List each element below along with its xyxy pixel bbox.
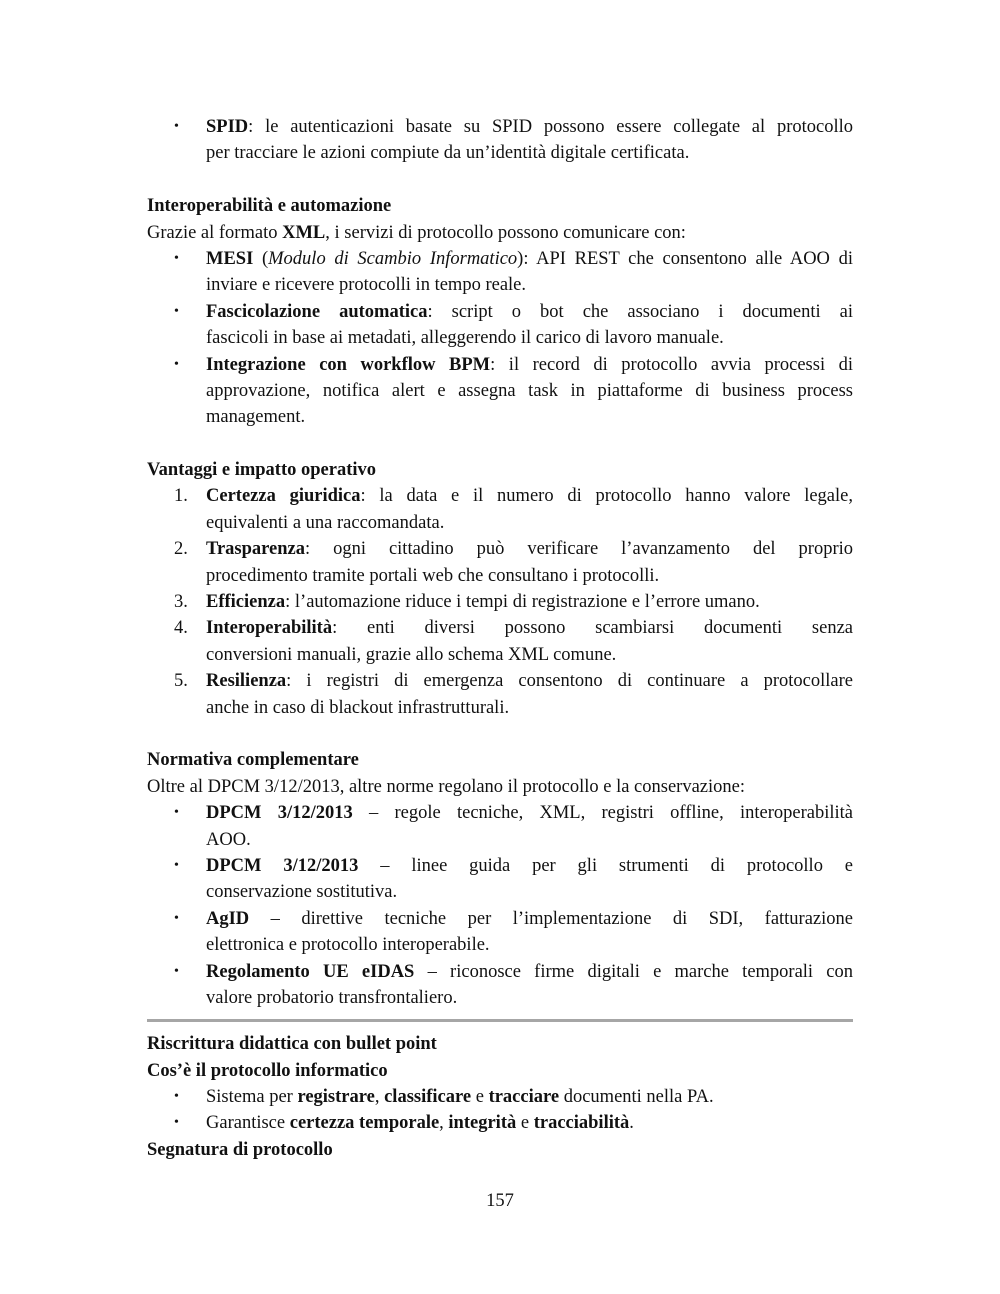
page-number: 157 <box>486 1191 514 1211</box>
item-continuation: approvazione, notifica alert e assegna task in piattaforme di business process <box>206 380 853 401</box>
bullet-icon: • <box>174 250 179 266</box>
section-heading-interoperabilita: Interoperabilità e automazione <box>147 196 392 217</box>
list-item-sistema: • Sistema per registrare, classificare e tracciare documenti nella PA. <box>147 1084 853 1110</box>
horizontal-divider <box>147 1019 853 1022</box>
item-term: DPCM 3/12/2013 <box>206 803 353 824</box>
item-continuation: procedimento tramite portali web che consultano i protocolli. <box>206 565 660 586</box>
bullet-icon: • <box>174 963 179 979</box>
item-number: 5. <box>174 671 188 692</box>
item-continuation: management. <box>206 407 306 428</box>
list-item-garantisce: • Garantisce certezza temporale, integrità e tracciabilità. <box>147 1110 853 1136</box>
section-heading-riscrittura: Riscrittura didattica con bullet point <box>147 1034 437 1055</box>
term-spid: SPID <box>206 117 249 137</box>
list-item-mesi: • MESI (Modulo di Scambio Informatico): API REST che consentono alle AOO di <box>147 246 853 272</box>
list-item-normativa: • AgID – direttive tecniche per l’implementazione di SDI, fatturazione <box>147 906 853 932</box>
term-fascicolazione: Fascicolazione automatica <box>206 301 428 322</box>
list-item-normativa: • DPCM 3/12/2013 – linee guida per gli strumenti di protocollo e <box>147 853 853 879</box>
item-text: : le autenticazioni basate su SPID possono essere collegate al protocollo <box>248 117 853 137</box>
item-continuation: fascicoli in base ai metadati, alleggerendo il carico di lavoro manuale. <box>206 328 724 349</box>
list-item-normativa: • Regolamento UE eIDAS – riconosce firme digitali e marche temporali con <box>147 959 853 985</box>
item-term: Trasparenza <box>206 539 306 560</box>
item-term: AgID <box>206 908 250 929</box>
subheading-protocollo: Cos’è il protocollo informatico <box>147 1060 388 1081</box>
section-intro: Oltre al DPCM 3/12/2013, altre norme regolano il protocollo e la conservazione: <box>147 776 746 797</box>
item-term: Regolamento UE eIDAS <box>206 961 415 982</box>
page-body <box>147 114 853 1163</box>
bullet-icon: • <box>174 119 179 134</box>
bullet-icon: • <box>174 1115 179 1131</box>
list-item-normativa: • DPCM 3/12/2013 – regole tecniche, XML, registri offline, interoperabilità <box>147 800 853 826</box>
item-term: Interoperabilità <box>206 618 333 639</box>
item-term: Certezza giuridica <box>206 486 361 507</box>
bullet-icon: • <box>174 1089 179 1105</box>
item-number: 4. <box>174 618 188 639</box>
term-mesi: MESI <box>206 248 254 269</box>
item-term: DPCM 3/12/2013 <box>206 855 359 876</box>
item-text: per tracciare le azioni compiute da un’identità digitale certificata. <box>206 143 690 164</box>
numbered-item-1: 1. Certezza giuridica: la data e il numero di protocollo hanno valore legale, <box>147 483 853 509</box>
item-continuation: inviare e ricevere protocolli in tempo reale. <box>206 275 527 296</box>
item-term: Resilienza <box>206 671 287 692</box>
list-item-fascicolazione: • Fascicolazione automatica: script o bot che associano i documenti ai <box>147 299 853 325</box>
term-italic: Modulo di Scambio Informatico <box>268 248 518 269</box>
item-term: Efficienza <box>206 592 286 613</box>
item-number: 2. <box>174 539 188 560</box>
bullet-icon: • <box>174 857 179 873</box>
item-number: 1. <box>174 486 188 507</box>
item-continuation: conversioni manuali, grazie allo schema XML comune. <box>206 644 617 665</box>
item-number: 3. <box>174 592 188 613</box>
section-heading-vantaggi: Vantaggi e impatto operativo <box>147 460 377 481</box>
item-continuation <box>147 140 853 166</box>
item-continuation: anche in caso di blackout infrastrutturali. <box>206 697 510 718</box>
section-heading-normativa: Normativa complementare <box>147 750 359 771</box>
bullet-icon: • <box>174 303 179 319</box>
bullet-icon: • <box>174 805 179 821</box>
numbered-item-4: 4. Interoperabilità: enti diversi possono scambiarsi documenti senza <box>147 615 853 641</box>
bullet-icon: • <box>174 910 179 926</box>
term-bpm: Integrazione con workflow BPM <box>206 354 491 375</box>
list-item-bpm: • Integrazione con workflow BPM: il record di protocollo avvia processi di <box>147 352 853 378</box>
list-item-spid <box>147 114 853 140</box>
item-continuation: valore probatorio transfrontaliero. <box>206 987 458 1008</box>
numbered-item-3: 3. Efficienza: l’automazione riduce i tempi di registrazione e l’errore umano. <box>147 589 853 615</box>
section-intro: Grazie al formato XML, i servizi di protocollo possono comunicare con: <box>147 222 686 243</box>
item-continuation: elettronica e protocollo interoperabile. <box>206 935 490 956</box>
numbered-item-2: 2. Trasparenza: ogni cittadino può verificare l’avanzamento del proprio <box>147 536 853 562</box>
numbered-item-5: 5. Resilienza: i registri di emergenza consentono di continuare a protocollare <box>147 668 853 694</box>
subheading-segnatura: Segnatura di protocollo <box>147 1139 333 1160</box>
intro-bold: XML <box>282 222 326 243</box>
item-continuation: conservazione sostitutiva. <box>206 882 398 903</box>
item-continuation: equivalenti a una raccomandata. <box>206 512 445 533</box>
item-continuation: AOO. <box>206 829 251 850</box>
bullet-icon: • <box>174 356 179 372</box>
